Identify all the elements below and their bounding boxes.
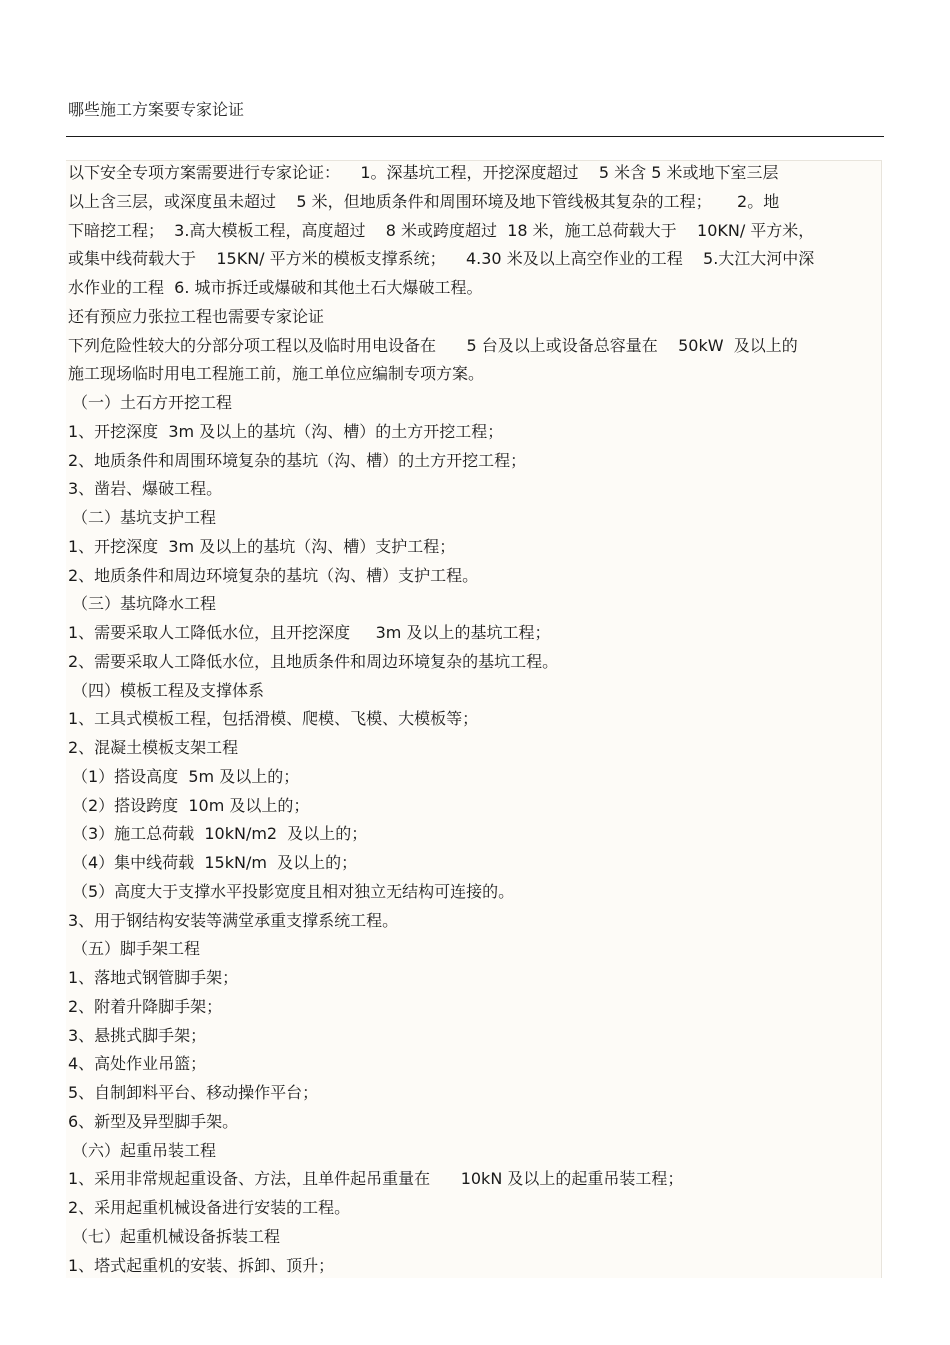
list-item: 1、采用非常规起重设备、方法，且单件起吊重量在 10kN 及以上的起重吊装工程； xyxy=(68,1169,684,1189)
paragraph-line: 以上含三层，或深度虽未超过 5 米，但地质条件和周围环境及地下管线极其复杂的工程； 2。地 xyxy=(68,191,780,211)
list-item: 3、凿岩、爆破工程。 xyxy=(68,479,223,499)
sub-list-item: （3）施工总荷载 10kN/m2 及以上的； xyxy=(72,824,368,844)
list-item: 1、开挖深度 3m 及以上的基坑（沟、槽）支护工程； xyxy=(68,536,456,556)
list-item: 3、用于钢结构安装等满堂承重支撑系统工程。 xyxy=(68,910,399,930)
paragraph-line: 或集中线荷载大于 15KN/ 平方米的模板支撑系统； 4.30 米及以上高空作业的工程 5.大江大河中深 xyxy=(68,249,815,269)
list-item: 3、悬挑式脚手架； xyxy=(68,1025,207,1045)
section-heading: （一）土石方开挖工程 xyxy=(72,393,233,412)
section-heading: （四）模板工程及支撑体系 xyxy=(72,680,265,700)
list-item: 1、落地式钢管脚手架； xyxy=(68,968,239,987)
list-item: 2、地质条件和周围环境复杂的基坑（沟、槽）的土方开挖工程； xyxy=(68,450,527,470)
paragraph-line: 下列危险性较大的分部分项工程以及临时用电设备在 5 台及以上或设备总容量在 50kW 及以上的 xyxy=(68,335,798,355)
paragraph-line: 施工现场临时用电工程施工前，施工单位应编制专项方案。 xyxy=(68,364,485,384)
list-item: 5、自制卸料平台、移动操作平台； xyxy=(68,1083,319,1102)
list-item: 2、附着升降脚手架； xyxy=(68,996,223,1016)
sub-list-item: （2）搭设跨度 10m 及以上的； xyxy=(72,795,310,815)
section-heading: （二）基坑支护工程 xyxy=(72,508,217,527)
page-title: 哪些施工方案要专家论证 xyxy=(68,100,245,119)
list-item: 1、工具式模板工程，包括滑模、爬模、飞模、大模板等； xyxy=(68,709,479,729)
list-item: 1、塔式起重机的安装、拆卸、顶升； xyxy=(68,1255,335,1275)
section-heading: （三）基坑降水工程 xyxy=(72,594,217,614)
content-body xyxy=(66,160,882,1278)
list-item: 1、开挖深度 3m 及以上的基坑（沟、槽）的土方开挖工程； xyxy=(68,421,504,441)
list-item: 2、需要采取人工降低水位，且地质条件和周边环境复杂的基坑工程。 xyxy=(68,651,559,671)
list-item: 2、混凝土模板支架工程 xyxy=(68,738,239,757)
paragraph-line: 水作业的工程 6. 城市拆迁或爆破和其他土石大爆破工程。 xyxy=(68,278,483,297)
list-item: 1、需要采取人工降低水位，且开挖深度 3m 及以上的基坑工程； xyxy=(68,623,551,642)
sub-list-item: （4）集中线荷载 15kN/m 及以上的； xyxy=(72,853,358,872)
sub-list-item: （1）搭设高度 5m 及以上的； xyxy=(72,766,300,786)
list-item: 2、地质条件和周边环境复杂的基坑（沟、槽）支护工程。 xyxy=(68,565,479,585)
paragraph-line: 以下安全专项方案需要进行专家论证： 1。深基坑工程，开挖深度超过 5 米含 5 米或地下室三层 xyxy=(68,163,779,182)
section-heading: （七）起重机械设备拆装工程 xyxy=(72,1226,281,1246)
paragraph-line: 还有预应力张拉工程也需要专家论证 xyxy=(68,306,325,326)
content-lines xyxy=(68,160,878,1278)
sub-list-item: （5）高度大于支撑水平投影宽度且相对独立无结构可连接的。 xyxy=(72,881,515,901)
section-heading: （六）起重吊装工程 xyxy=(72,1140,217,1160)
list-item: 6、新型及异型脚手架。 xyxy=(68,1111,239,1131)
list-item: 2、采用起重机械设备进行安装的工程。 xyxy=(68,1198,351,1217)
paragraph-line: 下暗挖工程； 3.高大模板工程，高度超过 8 米或跨度超过 18 米，施工总荷载大于 10KN/ 平方米， xyxy=(68,220,815,240)
title-divider xyxy=(66,136,884,137)
list-item: 4、高处作业吊篮； xyxy=(68,1054,207,1074)
section-heading: （五）脚手架工程 xyxy=(72,939,201,959)
